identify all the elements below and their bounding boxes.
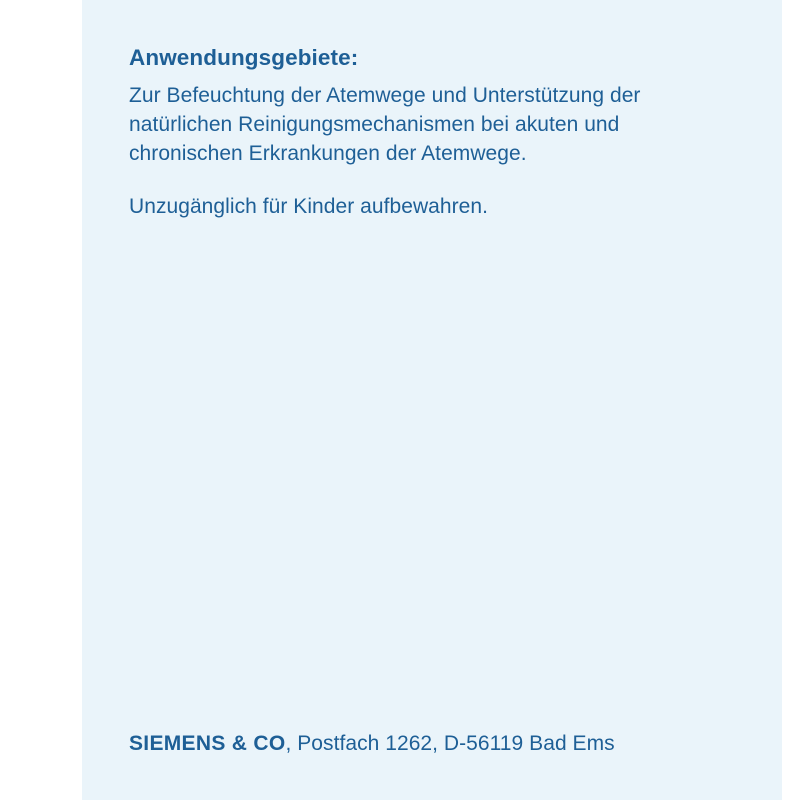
package-label-panel [82,0,782,800]
indications-heading: Anwendungsgebiete: [129,45,359,70]
manufacturer-address: , Postfach 1262, D-56119 Bad Ems [285,732,615,755]
manufacturer-footer [129,732,729,756]
manufacturer-name: SIEMENS & CO [129,732,286,755]
keep-out-of-reach-warning: Unzugänglich für Kinder aufbewahren. [129,194,489,218]
label-text-block [129,44,689,222]
indications-paragraph: Zur Befeuchtung der Atemwege und Unterstützung der natürlichen Reinigungsmechanismen bei akuten und chronischen Erkrankungen der Atemwege. [129,84,641,165]
